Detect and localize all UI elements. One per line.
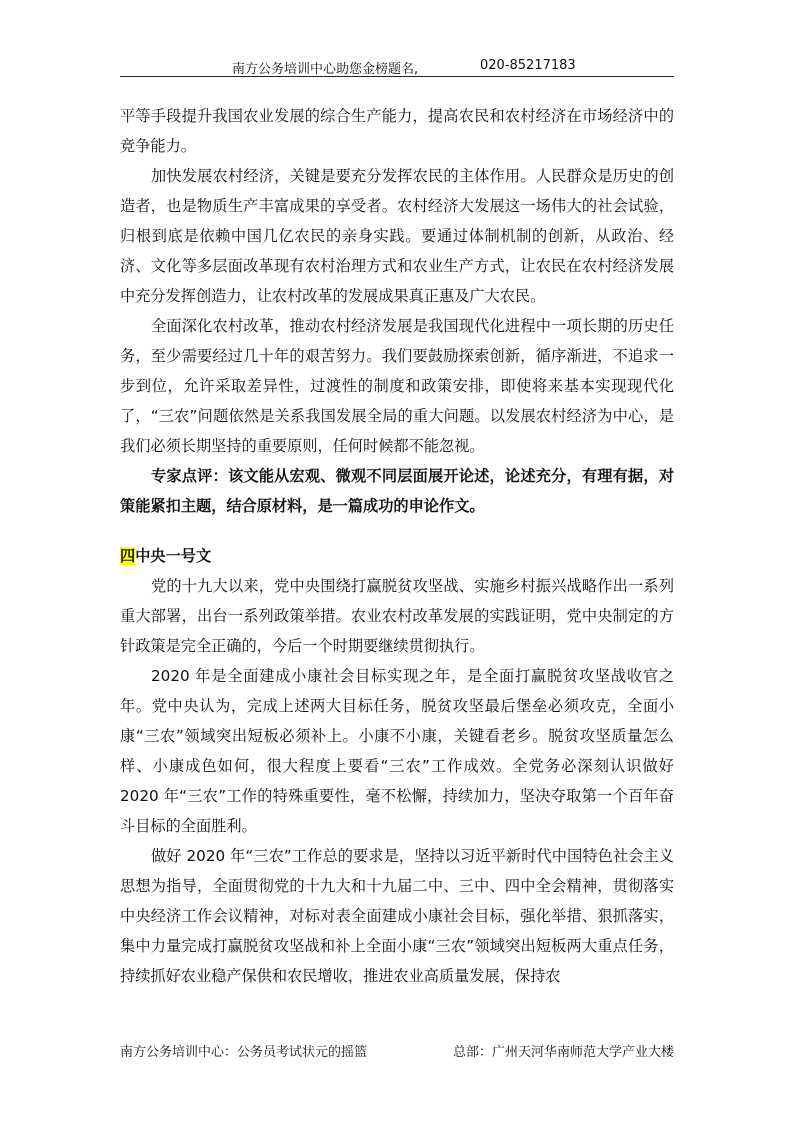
paragraph: 全面深化农村改革，推动农村经济发展是我国现代化进程中一项长期的历史任务，至少需要经过几十年的艰苦努力。我们要鼓励探索创新，循序渐进，不追求一步到位，允许采取差异性，过渡性的制度和政策安排，即使将来基本实现现代化了，“三农”问题依然是关系我国发展全局的重大问题。以发展农村经济为中心，是我们必须长期坚持的重要原则，任何时候都不能忽视。 — [120, 317, 674, 455]
paragraph: 2020 年是全面建成小康社会目标实现之年，是全面打赢脱贫攻坚战收官之年。党中央认为，完成上述两大目标任务，脱贫攻坚最后堡垒必须攻克，全面小康“三农”领域突出短板必须补上。小康不小康，关键看老乡。脱贫攻坚质量怎么样、小康成色如何，很大程度上要看“三农”工作成效。全党务必深刻认识做好 2020 年“三农”工作的特殊重要性，毫不松懈，持续加力，坚决夺取第一个百年奋斗目标的全面胜利。 — [120, 667, 674, 835]
footer-address: 总部：广州天河华南师范大学产业大楼 — [452, 1045, 674, 1060]
section-heading — [120, 541, 674, 571]
paragraph: 平等手段提升我国农业发展的综合生产能力，提高农民和农村经济在市场经济中的竞争能力。 — [120, 107, 674, 155]
footer-slogan: 南方公务培训中心：公务员考试状元的摇篮 — [120, 1045, 368, 1060]
paragraph: 党的十九大以来，党中央围绕打赢脱贫攻坚战、实施乡村振兴战略作出一系列重大部署，出台一系列政策举措。农业农村改革发展的实践证明，党中央制定的方针政策是完全正确的，今后一个时期要继续贯彻执行。 — [120, 577, 674, 655]
section-title: 中央一号文 — [135, 547, 212, 565]
page-header — [120, 58, 674, 77]
expert-comment: 专家点评：该文能从宏观、微观不同层面展开论述，论述充分，有理有据，对策能紧扣主题，结合原材料，是一篇成功的申论作文。 — [120, 467, 674, 515]
section-number: 四 — [120, 547, 136, 565]
paragraph: 做好 2020 年“三农”工作总的要求是，坚持以习近平新时代中国特色社会主义思想为指导，全面贯彻党的十九大和十九届二中、三中、四中全会精神，贯彻落实中央经济工作会议精神，对标对表全面建成小康社会目标，强化举措、狠抓落实，集中力量完成打赢脱贫攻坚战和补上全面小康“三农”领域突出短板两大重点任务，持续抓好农业稳产保供和农民增收，推进农业高质量发展，保持农 — [120, 847, 674, 985]
paragraph: 加快发展农村经济，关键是要充分发挥农民的主体作用。人民群众是历史的创造者，也是物质生产丰富成果的享受者。农村经济大发展这一场伟大的社会试验，归根到底是依赖中国几亿农民的亲身实践。要通过体制机制的创新，从政治、经济、文化等多层面改革现有农村治理方式和农业生产方式，让农民在农村经济发展中充分发挥创造力，让农村改革的发展成果真正惠及广大农民。 — [120, 167, 674, 305]
document-body — [120, 101, 674, 991]
header-slogan: 南方公务培训中心助您金榜题名, — [232, 62, 419, 77]
header-phone: 020-85217183 — [480, 58, 576, 73]
